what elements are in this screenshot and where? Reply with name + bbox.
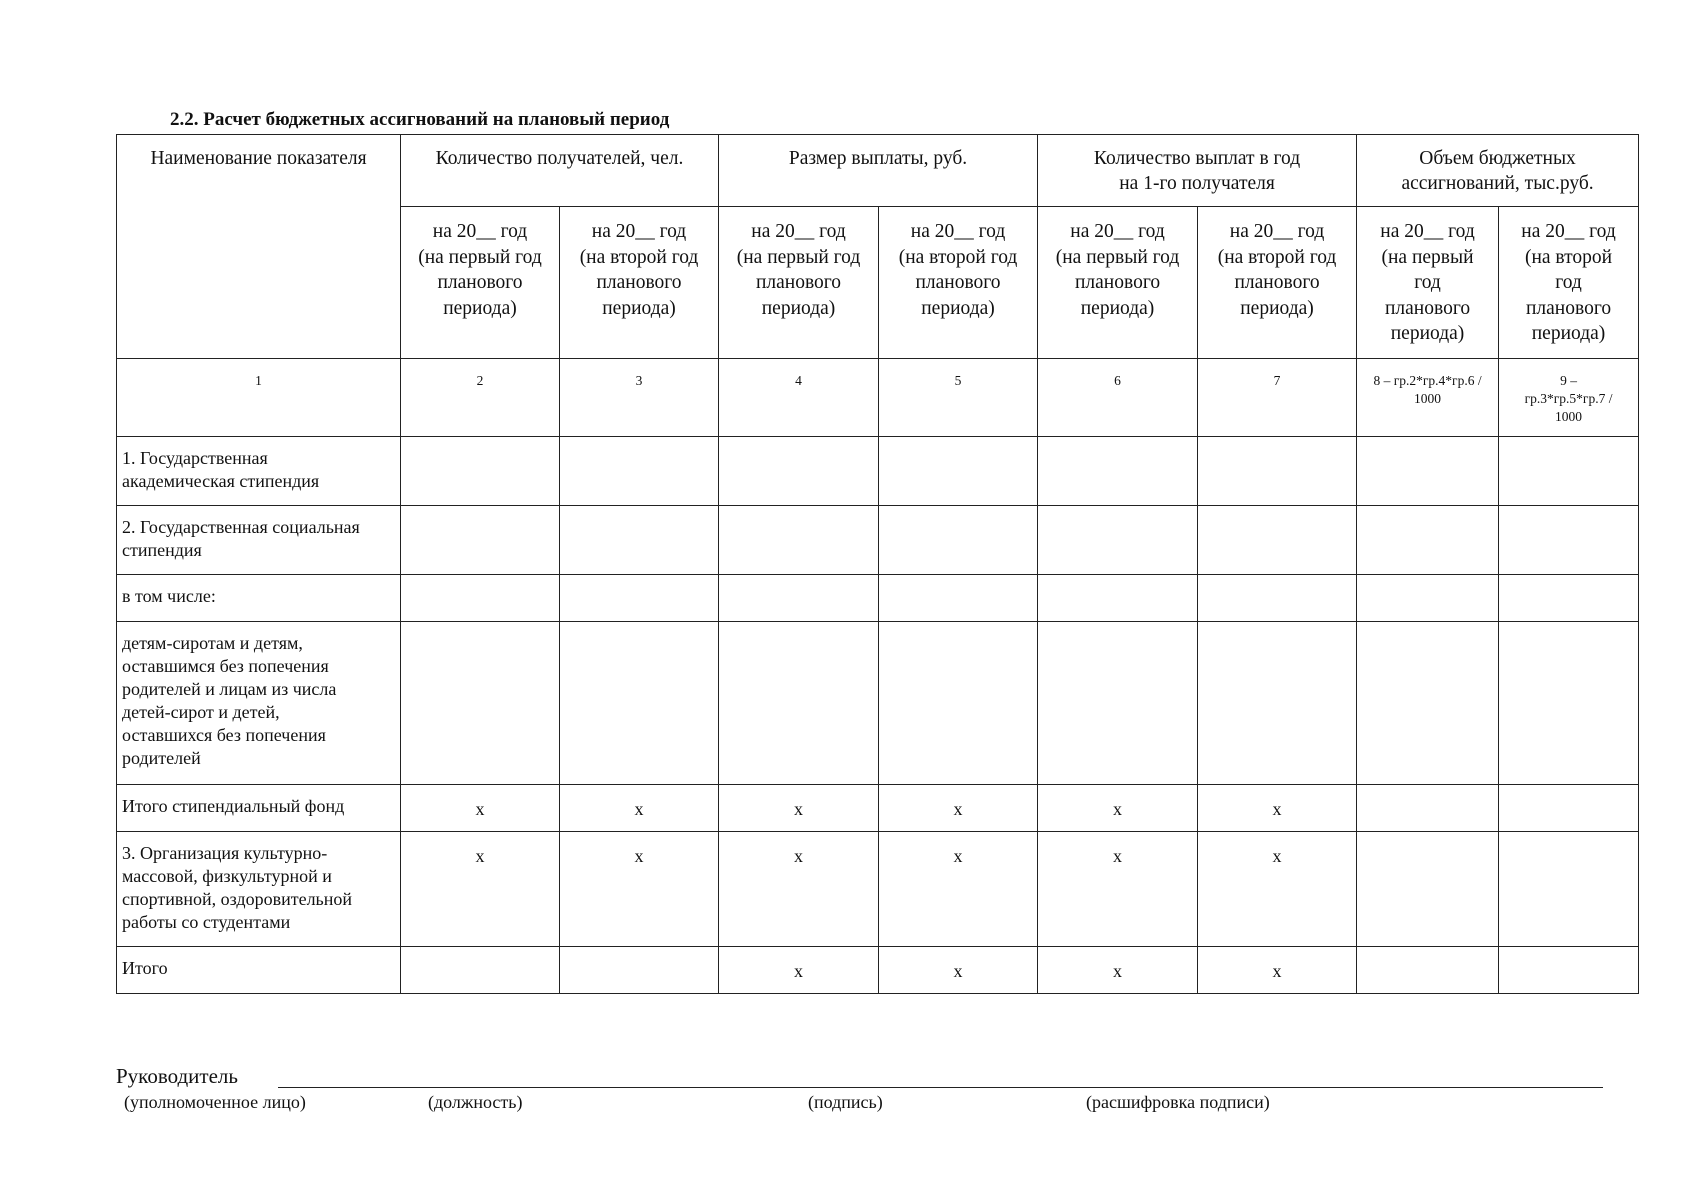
table-cell	[401, 506, 560, 575]
table-cell	[1357, 947, 1499, 994]
table-cell	[1499, 622, 1639, 785]
table-cell	[560, 622, 719, 785]
table-cell	[1038, 506, 1198, 575]
header-year-first: на 20__ год (на первый год планового периода)	[719, 207, 879, 359]
caption-authorized-person: (уполномоченное лицо)	[124, 1092, 306, 1112]
table-cell: х	[560, 832, 719, 947]
table-row	[117, 832, 1639, 947]
table-cell: х	[719, 947, 879, 994]
column-number: 2	[401, 359, 560, 437]
column-number: 5	[879, 359, 1038, 437]
table-cell	[401, 622, 560, 785]
table-cell	[1198, 622, 1357, 785]
table-cell	[719, 437, 879, 506]
column-number: 9 – гр.3*гр.5*гр.7 / 1000	[1499, 359, 1639, 437]
header-year-first: на 20__ год (на первый год планового периода)	[1357, 207, 1499, 359]
table-cell: х	[1198, 785, 1357, 832]
table-cell	[401, 437, 560, 506]
table-cell	[1499, 785, 1639, 832]
table-cell	[879, 622, 1038, 785]
table-cell	[560, 947, 719, 994]
table-cell	[1357, 437, 1499, 506]
table-cell	[719, 622, 879, 785]
column-number-row	[117, 359, 1639, 437]
section-title: 2.2. Расчет бюджетных ассигнований на плановый период	[170, 109, 670, 130]
signature-label: Руководитель	[116, 1064, 238, 1088]
table-cell	[560, 437, 719, 506]
signature-line	[278, 1087, 1603, 1088]
row-label: детям-сиротам и детям, оставшимся без попечения родителей и лицам из числа детей-сирот и детей, оставшихся без попечения родителей	[117, 622, 401, 785]
table-cell: х	[1198, 947, 1357, 994]
table-cell: х	[719, 785, 879, 832]
table-cell	[1499, 832, 1639, 947]
table-cell	[1357, 575, 1499, 622]
table-cell	[719, 506, 879, 575]
column-number: 3	[560, 359, 719, 437]
table-row	[117, 785, 1639, 832]
header-payment-size: Размер выплаты, руб.	[719, 135, 1038, 207]
table-cell	[1499, 575, 1639, 622]
table-cell: х	[879, 832, 1038, 947]
table-cell	[879, 437, 1038, 506]
header-year-first: на 20__ год (на первый год планового периода)	[401, 207, 560, 359]
column-number: 4	[719, 359, 879, 437]
table-cell	[1499, 947, 1639, 994]
table-cell	[879, 506, 1038, 575]
table-cell	[1198, 437, 1357, 506]
row-label: 2. Государственная социальная стипендия	[117, 506, 401, 575]
header-year-second: на 20__ год (на второй год планового периода)	[879, 207, 1038, 359]
table-cell	[1357, 832, 1499, 947]
table-cell: х	[879, 785, 1038, 832]
header-year-second: на 20__ год (на второй год планового периода)	[560, 207, 719, 359]
table-cell	[1357, 506, 1499, 575]
table-cell	[1499, 506, 1639, 575]
row-label: Итого стипендиальный фонд	[117, 785, 401, 832]
table-cell: х	[401, 832, 560, 947]
table-cell	[1038, 622, 1198, 785]
table-cell: х	[719, 832, 879, 947]
table-cell	[719, 575, 879, 622]
table-cell	[1198, 575, 1357, 622]
table-cell: х	[1038, 832, 1198, 947]
header-year-first: на 20__ год (на первый год планового периода)	[1038, 207, 1198, 359]
header-year-second: на 20__ год (на второй год планового периода)	[1499, 207, 1639, 359]
table-cell: х	[1038, 947, 1198, 994]
table-cell	[1357, 622, 1499, 785]
table-row	[117, 506, 1639, 575]
column-number: 8 – гр.2*гр.4*гр.6 / 1000	[1357, 359, 1499, 437]
header-payments-per-year: Количество выплат в год на 1-го получателя	[1038, 135, 1357, 207]
table-cell	[560, 506, 719, 575]
row-label: Итого	[117, 947, 401, 994]
table-cell	[401, 575, 560, 622]
column-number: 7	[1198, 359, 1357, 437]
table-cell	[1357, 785, 1499, 832]
caption-signature: (подпись)	[808, 1092, 883, 1112]
table-cell	[1499, 437, 1639, 506]
table-cell: х	[1198, 832, 1357, 947]
table-row	[117, 947, 1639, 994]
table-cell	[560, 575, 719, 622]
table-row	[117, 575, 1639, 622]
budget-table	[116, 134, 1639, 994]
table-cell: х	[401, 785, 560, 832]
row-label: в том числе:	[117, 575, 401, 622]
header-budget-volume: Объем бюджетных ассигнований, тыс.руб.	[1357, 135, 1639, 207]
table-cell: х	[1038, 785, 1198, 832]
row-label: 1. Государственная академическая стипендия	[117, 437, 401, 506]
caption-signature-decoding: (расшифровка подписи)	[1086, 1092, 1270, 1112]
table-cell: х	[879, 947, 1038, 994]
header-indicator: Наименование показателя	[117, 135, 401, 359]
table-cell	[1038, 437, 1198, 506]
table-cell	[879, 575, 1038, 622]
caption-position: (должность)	[428, 1092, 523, 1112]
table-cell	[1198, 506, 1357, 575]
table-cell: х	[560, 785, 719, 832]
table-row	[117, 437, 1639, 506]
header-recipients: Количество получателей, чел.	[401, 135, 719, 207]
table-cell	[1038, 575, 1198, 622]
table-row	[117, 622, 1639, 785]
row-label: 3. Организация культурно- массовой, физкультурной и спортивной, оздоровительной работы со студентами	[117, 832, 401, 947]
header-year-second: на 20__ год (на второй год планового периода)	[1198, 207, 1357, 359]
column-number: 1	[117, 359, 401, 437]
column-number: 6	[1038, 359, 1198, 437]
table-cell	[401, 947, 560, 994]
